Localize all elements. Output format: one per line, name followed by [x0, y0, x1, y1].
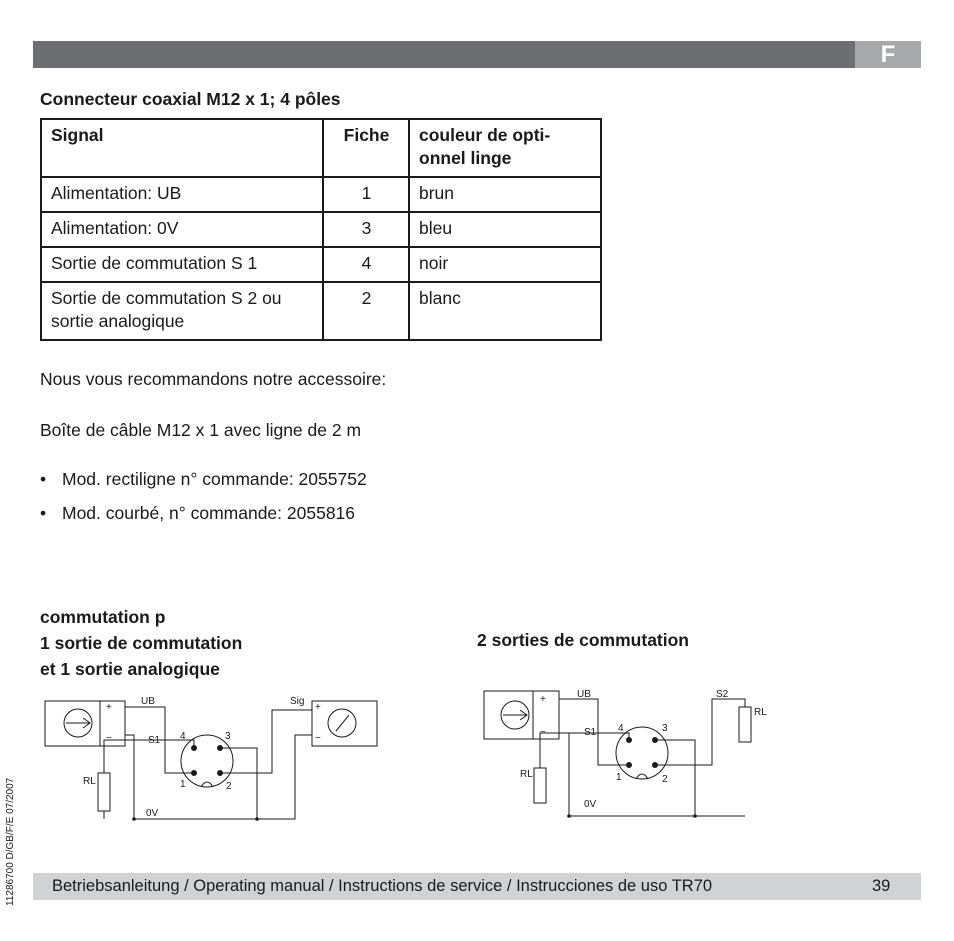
bullet-icon: • — [40, 503, 47, 523]
minus-label: − — [106, 733, 112, 744]
pin3-label: 3 — [662, 723, 668, 734]
table-header-row — [41, 119, 601, 177]
footer-text: Betriebsanleitung / Operating manual / Instructions de service / Instrucciones de uso TR70 — [52, 877, 713, 895]
rl-right-label: RL — [754, 707, 767, 718]
cell-color: bleu — [409, 212, 601, 247]
left-diagram-title — [40, 604, 242, 682]
pin-assignment-table — [40, 118, 602, 341]
cell-signal: Alimentation: UB — [41, 177, 323, 212]
section-title: Connecteur coaxial M12 x 1; 4 pôles — [40, 89, 341, 109]
minus-label: − — [540, 727, 546, 738]
cable-text: Boîte de câble M12 x 1 avec ligne de 2 m — [40, 420, 362, 440]
cell-color: blanc — [409, 282, 601, 340]
s1-label: S1 — [584, 727, 597, 738]
left-title-line: et 1 sortie analogique — [40, 659, 220, 679]
rl-left-label: RL — [520, 769, 533, 780]
cell-signal: Sortie de commutation S 1 — [41, 247, 323, 282]
ub-label: UB — [577, 689, 591, 700]
header-bar — [33, 41, 855, 68]
header-signal: Signal — [41, 119, 323, 177]
pin1-label: 1 — [616, 772, 622, 783]
language-tab: F — [855, 41, 921, 68]
pin3-label: 3 — [225, 731, 231, 742]
load-resistor-s2 — [739, 707, 751, 742]
s1-label: S1 — [148, 735, 161, 746]
header-color — [409, 119, 601, 177]
right-wiring-diagram — [480, 685, 780, 820]
pin4-label: 4 — [180, 731, 186, 742]
header-pin: Fiche — [323, 119, 409, 177]
meter-minus-label: − — [315, 733, 321, 744]
pin4-label: 4 — [618, 723, 624, 734]
pin2-label: 2 — [226, 781, 232, 792]
list-item-text: Mod. rectiligne n° commande: 2055752 — [62, 469, 367, 489]
meter-plus-label: + — [315, 702, 321, 713]
plus-label: + — [540, 694, 546, 705]
list-item — [40, 469, 367, 490]
rl-label: RL — [83, 776, 96, 787]
left-wiring-diagram — [40, 690, 390, 825]
header-color-text: couleur de opti- onnel linge — [419, 125, 551, 168]
cell-pin: 3 — [323, 212, 409, 247]
cell-pin: 2 — [323, 282, 409, 340]
zero-volt-label: 0V — [146, 808, 159, 819]
recommendation-text: Nous vous recommandons notre accessoire: — [40, 369, 387, 389]
cell-signal: Alimentation: 0V — [41, 212, 323, 247]
pin1-label: 1 — [180, 779, 186, 790]
list-item-text: Mod. courbé, n° commande: 2055816 — [62, 503, 356, 523]
m12-connector — [181, 735, 233, 787]
analog-meter-box — [312, 701, 377, 746]
cell-signal: Sortie de commutation S 2 ou sortie analogique — [41, 282, 323, 340]
sig-label: Sig — [290, 696, 305, 707]
cell-color: brun — [409, 177, 601, 212]
table-row — [41, 177, 601, 212]
ub-label: UB — [141, 696, 155, 707]
list-item — [40, 503, 355, 524]
left-title-line: 1 sortie de commutation — [40, 633, 243, 653]
table-row — [41, 247, 601, 282]
zero-volt-label: 0V — [584, 799, 597, 810]
table-row — [41, 212, 601, 247]
cell-color: noir — [409, 247, 601, 282]
s2-label: S2 — [716, 689, 729, 700]
table-row — [41, 282, 601, 340]
pin2-label: 2 — [662, 774, 668, 785]
m12-connector — [616, 727, 668, 779]
left-title-line: commutation p — [40, 607, 166, 627]
plus-label: + — [106, 702, 112, 713]
bullet-icon: • — [40, 469, 47, 489]
load-resistor — [98, 773, 110, 811]
load-resistor-s1 — [534, 768, 546, 803]
document-code: 11286700 D/GB/F/E 07/2007 — [5, 777, 16, 906]
cell-pin: 1 — [323, 177, 409, 212]
right-diagram-title: 2 sorties de commutation — [477, 630, 689, 650]
page-number: 39 — [872, 877, 891, 895]
cell-pin: 4 — [323, 247, 409, 282]
